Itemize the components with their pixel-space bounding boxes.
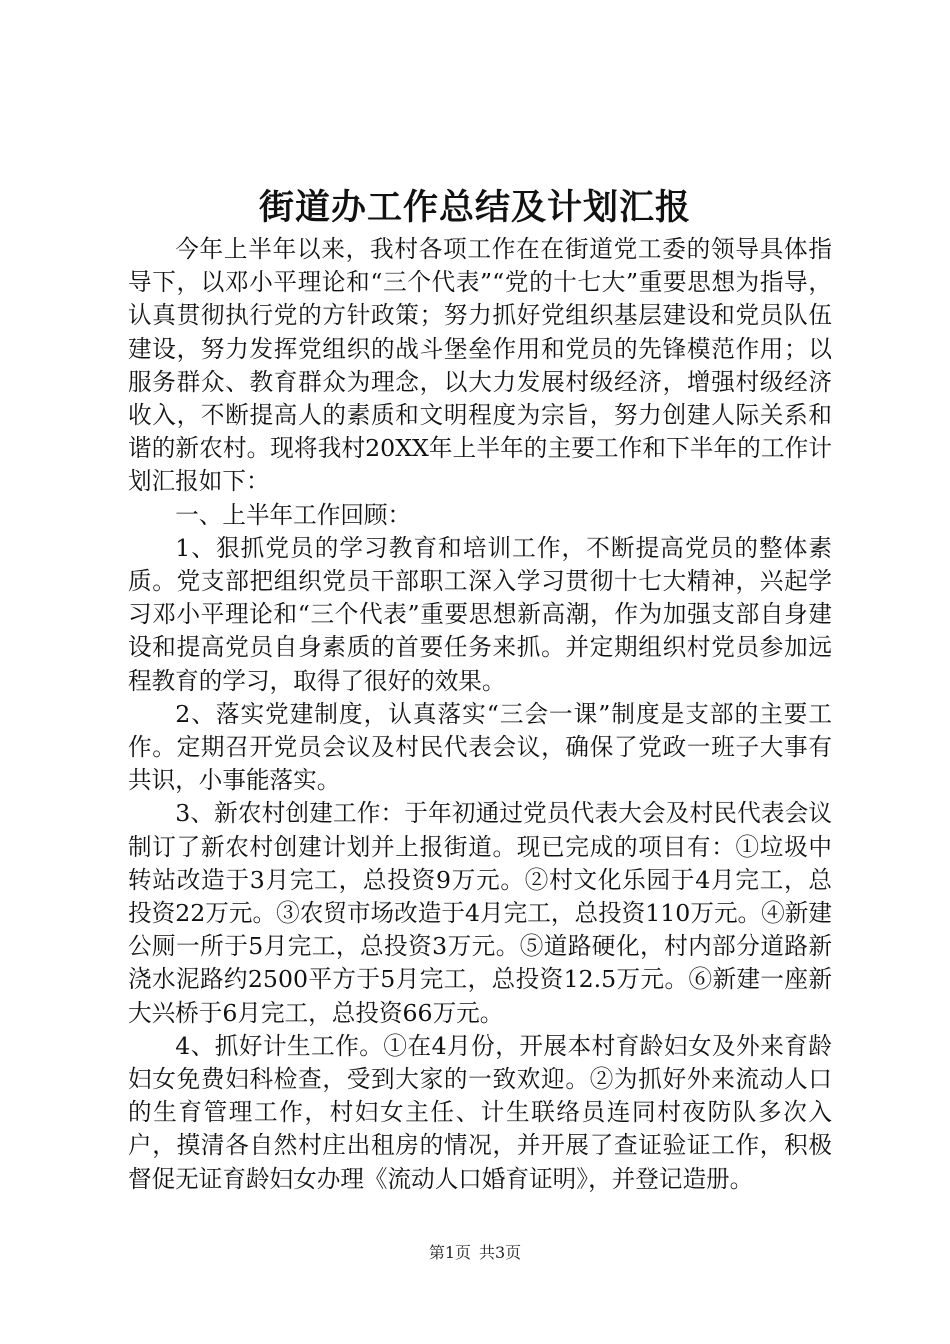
section-heading: 一、上半年工作回顾： bbox=[175, 500, 412, 529]
item-paragraph-3: 3、新农村创建工作：于年初通过党员代表大会及村民代表会议制订了新农村创建计划并上报街道。现已完成的项目有：①垃圾中转站改造于3月完工，总投资9万元。②村文化乐园于4月完工，总投资22万元。③农贸市场改造于4月完工，总投资110万元。④新建公厕一所于5月完工，总投资3万元。⑤道路硬化，村内部分道路新浇水泥路约2500平方于5月完工，总投资12.5万元。⑥新建一座新大兴桥于6月完工，总投资66万元。 bbox=[128, 799, 832, 1027]
item-paragraph-1: 1、狠抓党员的学习教育和培训工作，不断提高党员的整体素质。党支部把组织党员干部职工深入学习贯彻十七大精神，兴起学习邓小平理论和“三个代表”重要思想新高潮，作为加强支部自身建设和提高党员自身素质的首要任务来抓。并定期组织村党员参加远程教育的学习，取得了很好的效果。 bbox=[128, 533, 832, 695]
document-title: 街道办工作总结及计划汇报 bbox=[258, 188, 691, 228]
item-paragraph-2: 2、落实党建制度，认真落实“三会一课”制度是支部的主要工作。定期召开党员会议及村民代表会议，确保了党政一班子大事有共识，小事能落实。 bbox=[128, 699, 832, 795]
page-number: 第1页 bbox=[428, 1243, 471, 1262]
page-footer bbox=[0, 1241, 950, 1265]
page-total: 共3页 bbox=[479, 1243, 522, 1262]
document-body bbox=[128, 233, 832, 1196]
intro-paragraph: 今年上半年以来，我村各项工作在在街道党工委的领导具体指导下，以邓小平理论和“三个代表”“党的十七大”重要思想为指导，认真贯彻执行党的方针政策；努力抓好党组织基层建设和党员队伍建设，努力发挥党组织的战斗堡垒作用和党员的先锋模范作用；以服务群众、教育群众为理念，以大力发展村级经济，增强村级经济收入，不断提高人的素质和文明程度为宗旨，努力创建人际关系和谐的新农村。现将我村20XX年上半年的主要工作和下半年的工作计划汇报如下： bbox=[128, 235, 832, 496]
item-paragraph-4: 4、抓好计生工作。①在4月份，开展本村育龄妇女及外来育龄妇女免费妇科检查，受到大家的一致欢迎。②为抓好外来流动人口的生育管理工作，村妇女主任、计生联络员连同村夜防队多次入户，摸清各自然村庄出租房的情况，并开展了查证验证工作，积极督促无证育龄妇女办理《流动人口婚育证明》，并登记造册。 bbox=[128, 1031, 832, 1193]
